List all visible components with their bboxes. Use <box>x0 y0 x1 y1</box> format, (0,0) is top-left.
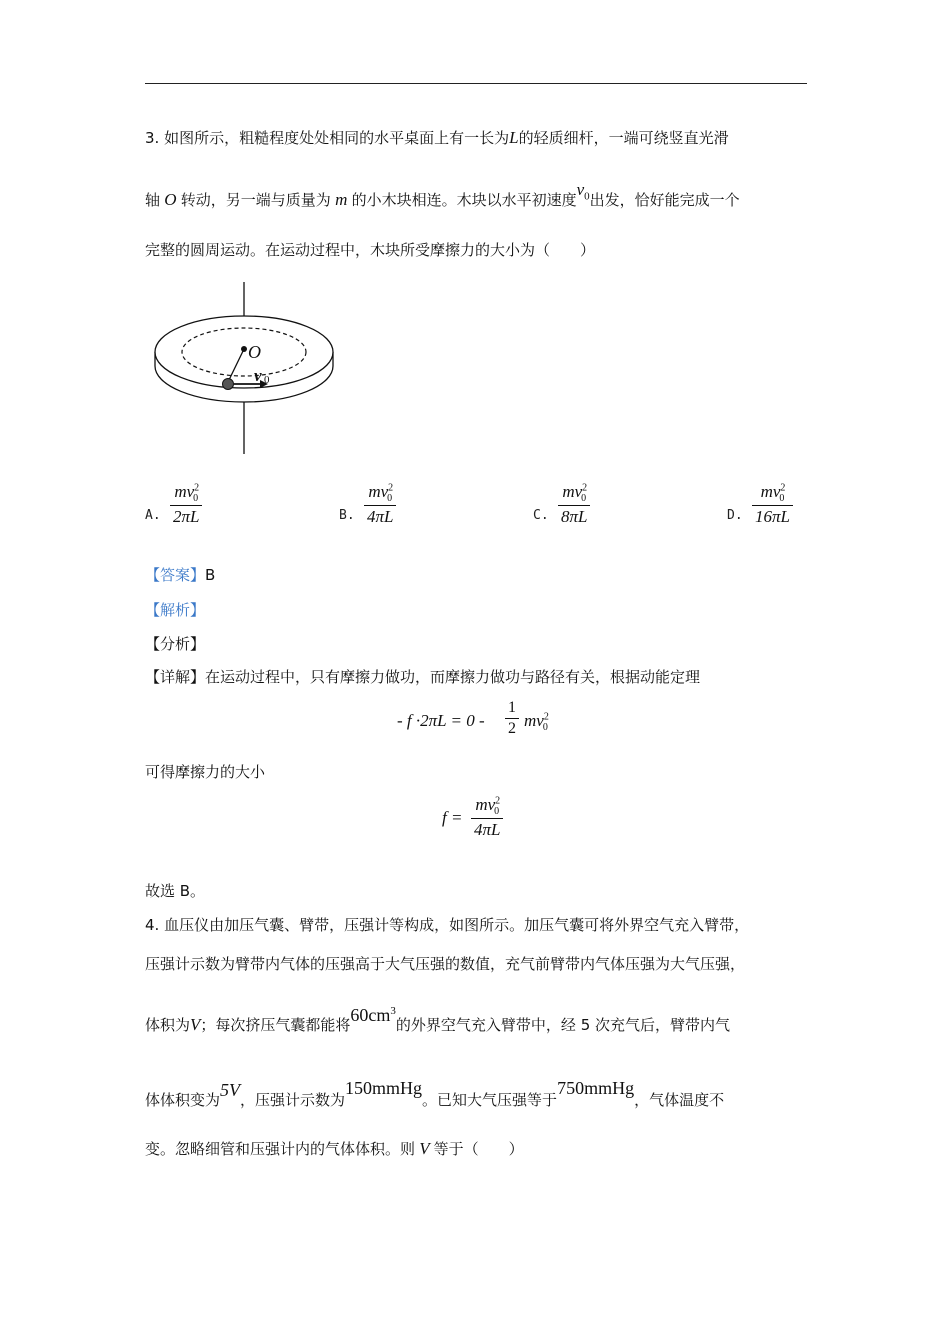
fenxi-tag: 【分析】 <box>145 635 206 653</box>
q4-line4: 体体积变为5V，压强计示数为150mmHg。已知大气压强等于750mmHg，气体温度不 <box>145 1078 725 1109</box>
label-v-sub: 0 <box>264 374 270 386</box>
q3-line2: 轴 O 转动，另一端与质量为 m 的小木块相连。木块以水平初速度$v_0$出发，恰好能完成一个 <box>145 180 740 209</box>
option-d-formula[interactable]: $\frac{mv^2_0}{16\pi L}$ <box>752 482 793 527</box>
option-a-formula[interactable]: $\frac{mv^2_0}{2\pi L}$ <box>170 482 202 527</box>
then-text: 可得摩擦力的大小 <box>145 763 266 781</box>
equation-friction-left: f = <box>442 808 463 827</box>
wood-block <box>223 379 234 390</box>
detail-line: 【详解】在运动过程中，只有摩擦力做功，而摩擦力做功与路径有关，根据动能定理 <box>145 668 701 686</box>
option-d-label[interactable]: D. <box>727 508 743 523</box>
analysis-tag: 【解析】 <box>145 601 206 619</box>
equation-energy-half: $\frac{1}{2}$ <box>505 699 519 738</box>
option-c-formula[interactable]: $\frac{mv^2_0}{8\pi L}$ <box>558 482 590 527</box>
answer-value: B <box>205 566 216 584</box>
answer-tag: 【答案】 <box>145 566 206 584</box>
answer-line <box>145 564 215 585</box>
equation-energy: - f ·2πL = 0 - <box>397 711 485 730</box>
q4-line2: 压强计示数为臂带内气体的压强高于大气压强的数值，充气前臂带内气体压强为大气压强， <box>145 955 746 973</box>
equation-energy-right: $mv^2_0$ <box>524 711 549 734</box>
header-rule <box>145 83 807 84</box>
label-O: O <box>248 342 261 362</box>
q4-line5: 变。忽略细管和压强计内的气体体积。则 V 等于（ ） <box>145 1139 524 1158</box>
equation-friction-fraction: $\frac{mv^2_0}{4\pi L}$ <box>471 795 503 840</box>
q3-line3: 完整的圆周运动。在运动过程中，木块所受摩擦力的大小为（ ） <box>145 241 596 259</box>
option-c-label[interactable]: C. <box>533 508 549 523</box>
rotating-table-figure <box>150 282 340 457</box>
option-b-label[interactable]: B. <box>339 508 355 523</box>
conclusion: 故选 B。 <box>145 882 206 900</box>
q3-line1: 3. 如图所示，粗糙程度处处相同的水平桌面上有一长为L的轻质细杆，一端可绕竖直光滑 <box>145 128 729 147</box>
option-a-label[interactable]: A. <box>145 508 161 523</box>
option-b-formula[interactable]: $\frac{mv^2_0}{4\pi L}$ <box>364 482 396 527</box>
q4-line3: 体积为V；每次挤压气囊都能将$60cm^3$的外界空气充入臂带中，经 5 次充气后，臂带内气 <box>145 1005 731 1034</box>
label-v: v <box>254 366 262 385</box>
q4-line1: 4. 血压仪由加压气囊、臂带，压强计等构成，如图所示。加压气囊可将外界空气充入臂带， <box>145 916 750 934</box>
